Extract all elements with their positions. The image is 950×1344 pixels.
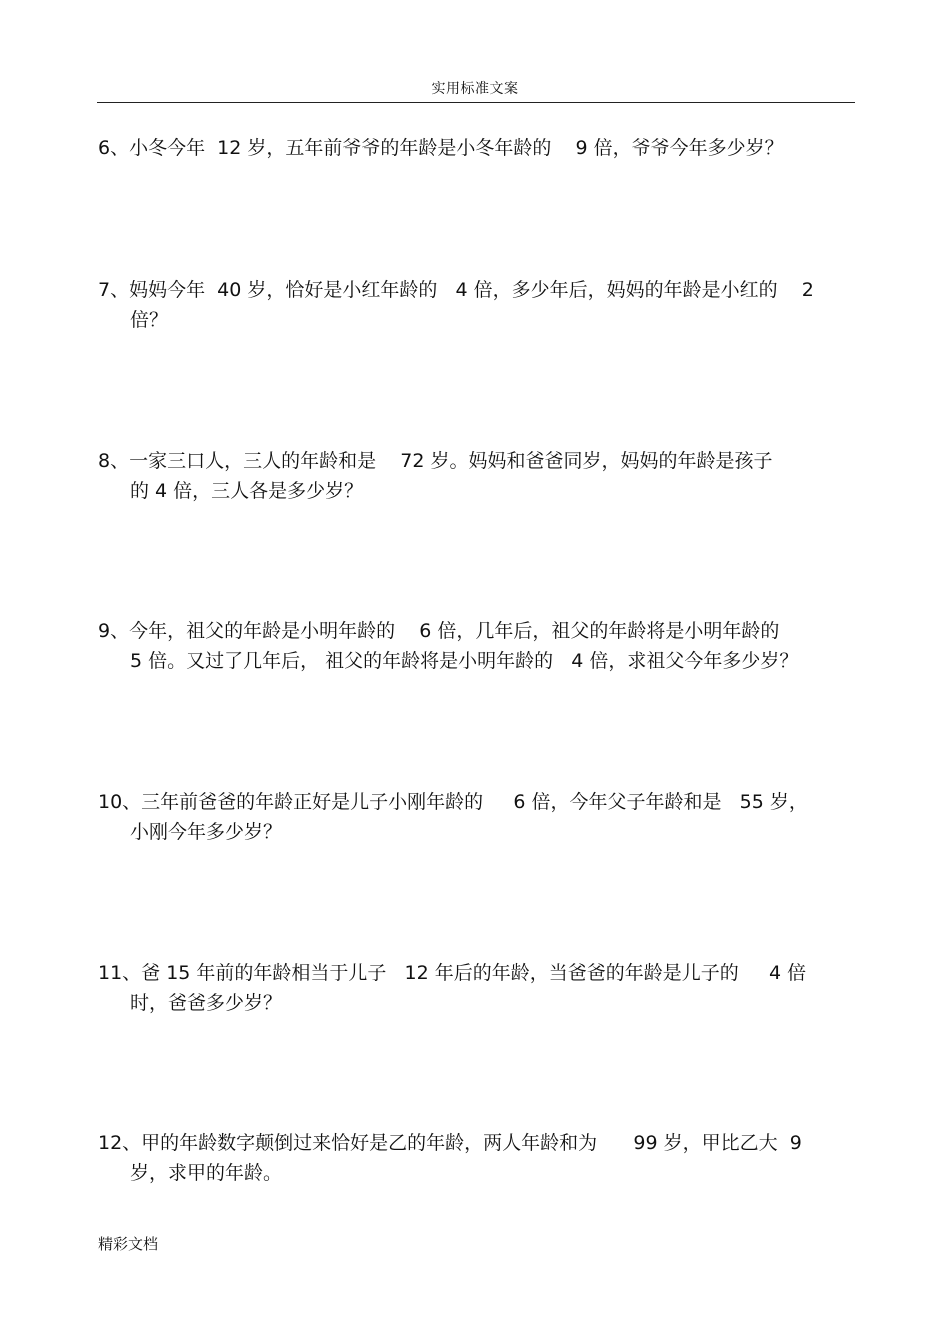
question-line-continued: 岁，求甲的年龄。 <box>130 1162 283 1184</box>
page-footer-text: 精彩文档 <box>98 1235 159 1253</box>
page-header-title: 实用标准文案 <box>431 81 519 97</box>
question-line: 12、甲的年龄数字颠倒过来恰好是乙的年龄，两人年龄和为 99 岁，甲比乙大 9 <box>98 1132 802 1154</box>
question-line: 9、今年，祖父的年龄是小明年龄的 6 倍，几年后，祖父的年龄将是小明年龄的 <box>98 620 780 642</box>
question-line: 11、爸 15 年前的年龄相当于儿子 12 年后的年龄，当爸爸的年龄是儿子的 4 倍 <box>98 962 807 984</box>
question-8 <box>98 446 858 506</box>
question-12 <box>98 1128 858 1188</box>
question-10 <box>98 787 858 847</box>
question-line-continued: 的 4 倍，三人各是多少岁？ <box>130 480 364 502</box>
question-9 <box>98 616 858 676</box>
question-6 <box>98 133 858 163</box>
question-line: 7、妈妈今年 40 岁，恰好是小红年龄的 4 倍，多少年后，妈妈的年龄是小红的 2 <box>98 279 814 301</box>
question-line-continued: 倍？ <box>130 309 169 331</box>
question-11 <box>98 958 858 1018</box>
question-line-continued: 小刚今年多少岁？ <box>130 821 283 843</box>
question-line-continued: 时，爸爸多少岁？ <box>130 992 283 1014</box>
question-7 <box>98 275 858 335</box>
question-line-continued: 5 倍。又过了几年后， 祖父的年龄将是小明年龄的 4 倍，求祖父今年多少岁？ <box>130 650 799 672</box>
question-line: 8、一家三口人，三人的年龄和是 72 岁。妈妈和爸爸同岁，妈妈的年龄是孩子 <box>98 450 773 472</box>
question-line: 6、小冬今年 12 岁，五年前爷爷的年龄是小冬年龄的 9 倍，爷爷今年多少岁？ <box>98 137 784 159</box>
question-line: 10、三年前爸爸的年龄正好是儿子小刚年龄的 6 倍，今年父子年龄和是 55 岁， <box>98 791 808 813</box>
header-divider <box>97 102 855 103</box>
